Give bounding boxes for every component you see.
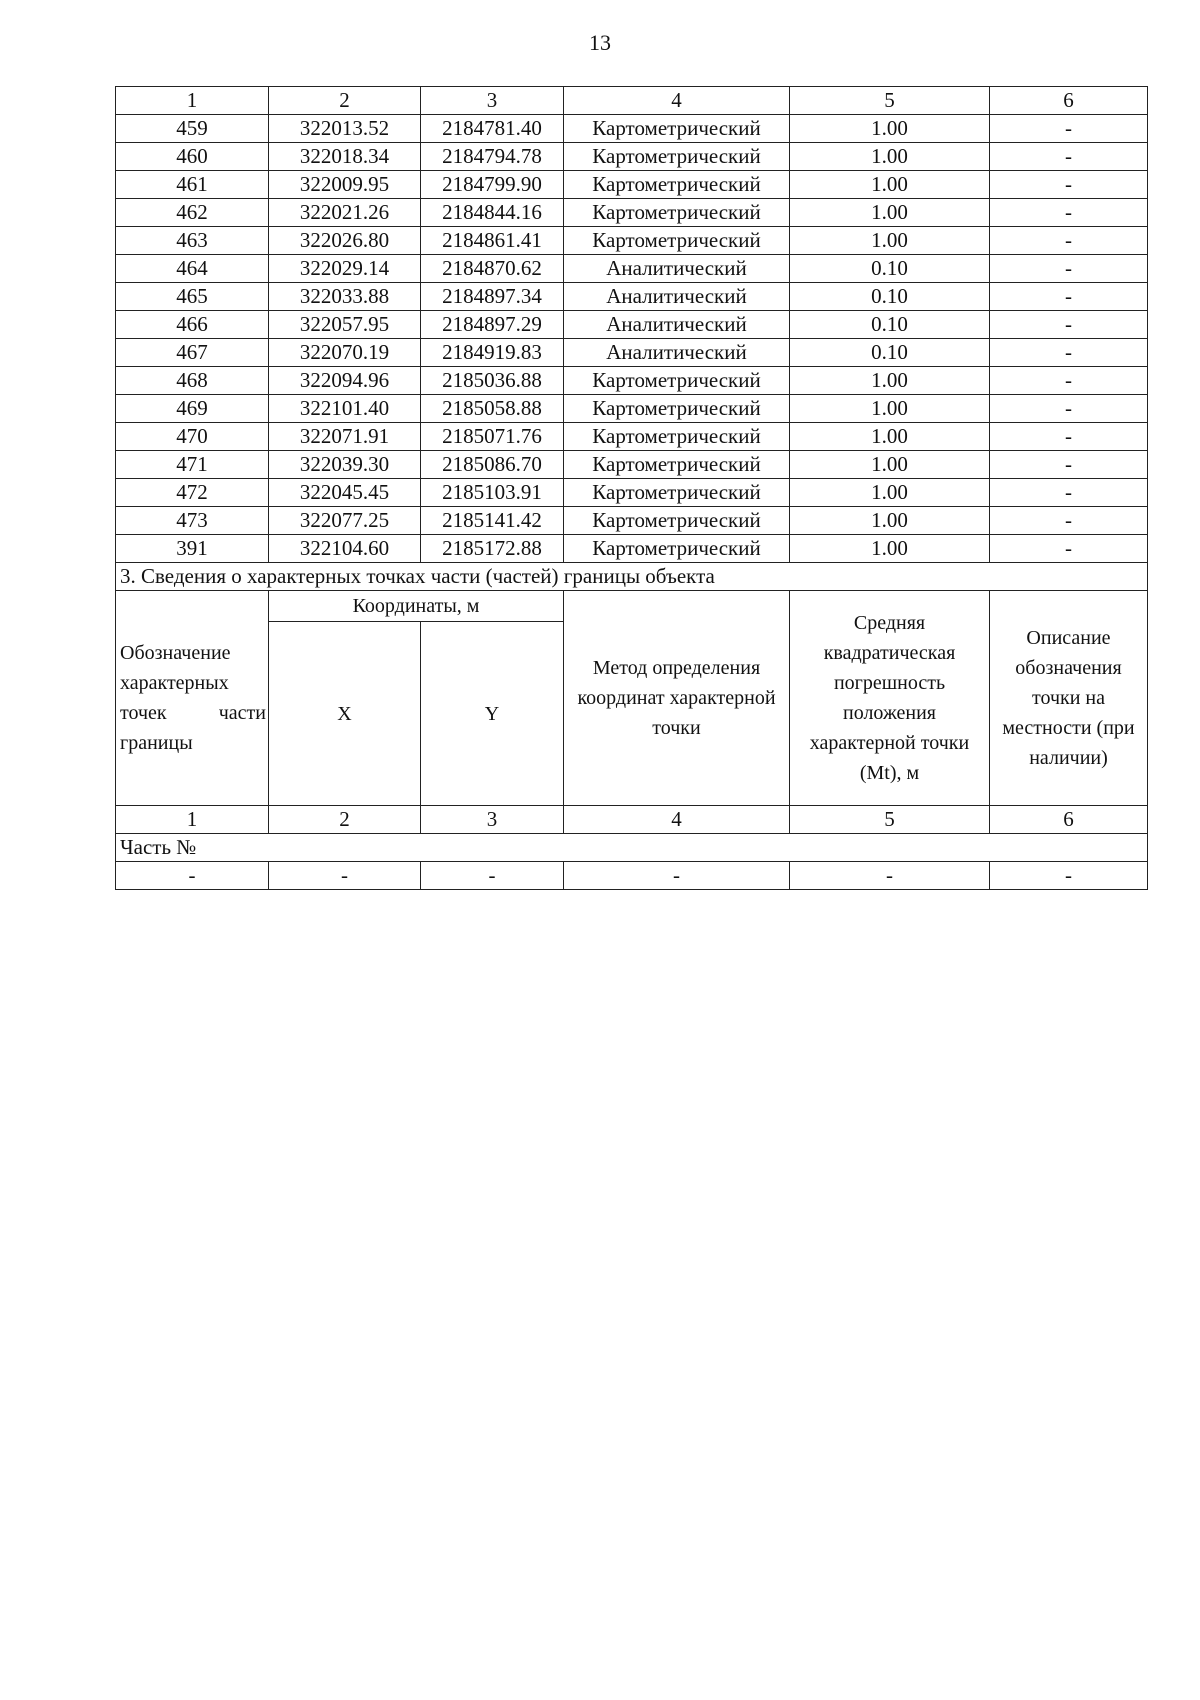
point-number-cell: 468	[116, 367, 269, 395]
mean-error-cell: 1.00	[790, 115, 990, 143]
point-number-cell: 463	[116, 227, 269, 255]
y-coordinate-cell: 2184897.29	[421, 311, 564, 339]
header-coordinates: Координаты, м	[269, 591, 564, 622]
mean-error-cell: 1.00	[790, 227, 990, 255]
x-coordinate-cell: 322009.95	[269, 171, 421, 199]
table-row	[116, 479, 1148, 507]
y-coordinate-cell: 2184919.83	[421, 339, 564, 367]
mean-error-cell: 1.00	[790, 423, 990, 451]
method-cell: Картометрический	[564, 535, 790, 563]
empty-cell: -	[269, 862, 421, 890]
section-3-header-row-1	[116, 591, 1148, 622]
method-cell: Картометрический	[564, 423, 790, 451]
header-designation: Обозначение характерных точек части границы	[116, 591, 269, 806]
y-coordinate-cell: 2184844.16	[421, 199, 564, 227]
point-number-cell: 467	[116, 339, 269, 367]
empty-cell: -	[790, 862, 990, 890]
table-row	[116, 395, 1148, 423]
column-number-row	[116, 87, 1148, 115]
x-coordinate-cell: 322013.52	[269, 115, 421, 143]
description-cell: -	[990, 507, 1148, 535]
column-number: 2	[269, 87, 421, 115]
method-cell: Картометрический	[564, 367, 790, 395]
mean-error-cell: 0.10	[790, 311, 990, 339]
x-coordinate-cell: 322077.25	[269, 507, 421, 535]
description-cell: -	[990, 255, 1148, 283]
description-cell: -	[990, 423, 1148, 451]
x-coordinate-cell: 322029.14	[269, 255, 421, 283]
description-cell: -	[990, 199, 1148, 227]
y-coordinate-cell: 2185103.91	[421, 479, 564, 507]
table-row	[116, 115, 1148, 143]
column-number: 1	[116, 806, 269, 834]
x-coordinate-cell: 322094.96	[269, 367, 421, 395]
table-row	[116, 507, 1148, 535]
column-number: 3	[421, 87, 564, 115]
mean-error-cell: 1.00	[790, 451, 990, 479]
mean-error-cell: 1.00	[790, 171, 990, 199]
section-3-title-row	[116, 563, 1148, 591]
method-cell: Картометрический	[564, 227, 790, 255]
x-coordinate-cell: 322033.88	[269, 283, 421, 311]
header-method: Метод определения координат характерной точки	[564, 591, 790, 806]
column-number: 6	[990, 806, 1148, 834]
header-error: Средняя квадратическая погрешность положения характерной точки (Mt), м	[790, 591, 990, 806]
y-coordinate-cell: 2185141.42	[421, 507, 564, 535]
part-label-row	[116, 834, 1148, 862]
table-row	[116, 311, 1148, 339]
boundary-points-table	[115, 86, 1148, 890]
x-coordinate-cell: 322057.95	[269, 311, 421, 339]
header-description: Описание обозначения точки на местности (при наличии)	[990, 591, 1148, 806]
point-number-cell: 462	[116, 199, 269, 227]
table-row	[116, 255, 1148, 283]
mean-error-cell: 1.00	[790, 199, 990, 227]
y-coordinate-cell: 2185071.76	[421, 423, 564, 451]
section-3-column-number-row	[116, 806, 1148, 834]
y-coordinate-cell: 2184799.90	[421, 171, 564, 199]
point-number-cell: 460	[116, 143, 269, 171]
mean-error-cell: 1.00	[790, 479, 990, 507]
method-cell: Картометрический	[564, 479, 790, 507]
table-row	[116, 283, 1148, 311]
description-cell: -	[990, 283, 1148, 311]
description-cell: -	[990, 535, 1148, 563]
part-empty-row	[116, 862, 1148, 890]
column-number: 4	[564, 87, 790, 115]
column-number: 5	[790, 87, 990, 115]
y-coordinate-cell: 2185058.88	[421, 395, 564, 423]
column-number: 5	[790, 806, 990, 834]
point-number-cell: 473	[116, 507, 269, 535]
mean-error-cell: 0.10	[790, 339, 990, 367]
x-coordinate-cell: 322021.26	[269, 199, 421, 227]
y-coordinate-cell: 2184897.34	[421, 283, 564, 311]
point-number-cell: 470	[116, 423, 269, 451]
table-row	[116, 367, 1148, 395]
mean-error-cell: 1.00	[790, 535, 990, 563]
header-x: X	[269, 622, 421, 806]
point-number-cell: 461	[116, 171, 269, 199]
y-coordinate-cell: 2185172.88	[421, 535, 564, 563]
mean-error-cell: 1.00	[790, 395, 990, 423]
column-number: 2	[269, 806, 421, 834]
point-number-cell: 391	[116, 535, 269, 563]
description-cell: -	[990, 311, 1148, 339]
description-cell: -	[990, 143, 1148, 171]
y-coordinate-cell: 2185086.70	[421, 451, 564, 479]
table-row	[116, 227, 1148, 255]
method-cell: Картометрический	[564, 115, 790, 143]
point-number-cell: 471	[116, 451, 269, 479]
table-row	[116, 199, 1148, 227]
x-coordinate-cell: 322026.80	[269, 227, 421, 255]
point-number-cell: 465	[116, 283, 269, 311]
mean-error-cell: 1.00	[790, 143, 990, 171]
point-number-cell: 459	[116, 115, 269, 143]
mean-error-cell: 0.10	[790, 283, 990, 311]
y-coordinate-cell: 2184781.40	[421, 115, 564, 143]
header-y: Y	[421, 622, 564, 806]
method-cell: Картометрический	[564, 395, 790, 423]
description-cell: -	[990, 367, 1148, 395]
table-row	[116, 143, 1148, 171]
x-coordinate-cell: 322071.91	[269, 423, 421, 451]
x-coordinate-cell: 322039.30	[269, 451, 421, 479]
description-cell: -	[990, 115, 1148, 143]
mean-error-cell: 0.10	[790, 255, 990, 283]
y-coordinate-cell: 2184794.78	[421, 143, 564, 171]
description-cell: -	[990, 395, 1148, 423]
description-cell: -	[990, 339, 1148, 367]
description-cell: -	[990, 227, 1148, 255]
column-number: 1	[116, 87, 269, 115]
empty-cell: -	[116, 862, 269, 890]
mean-error-cell: 1.00	[790, 507, 990, 535]
column-number: 4	[564, 806, 790, 834]
x-coordinate-cell: 322045.45	[269, 479, 421, 507]
point-number-cell: 469	[116, 395, 269, 423]
page-number: 13	[589, 30, 611, 55]
point-number-cell: 472	[116, 479, 269, 507]
table-row	[116, 171, 1148, 199]
description-cell: -	[990, 479, 1148, 507]
method-cell: Аналитический	[564, 339, 790, 367]
description-cell: -	[990, 451, 1148, 479]
mean-error-cell: 1.00	[790, 367, 990, 395]
y-coordinate-cell: 2185036.88	[421, 367, 564, 395]
x-coordinate-cell: 322070.19	[269, 339, 421, 367]
method-cell: Картометрический	[564, 199, 790, 227]
method-cell: Картометрический	[564, 143, 790, 171]
point-number-cell: 466	[116, 311, 269, 339]
method-cell: Картометрический	[564, 451, 790, 479]
x-coordinate-cell: 322018.34	[269, 143, 421, 171]
empty-cell: -	[990, 862, 1148, 890]
method-cell: Картометрический	[564, 171, 790, 199]
column-number: 3	[421, 806, 564, 834]
y-coordinate-cell: 2184870.62	[421, 255, 564, 283]
y-coordinate-cell: 2184861.41	[421, 227, 564, 255]
table-row	[116, 423, 1148, 451]
column-number: 6	[990, 87, 1148, 115]
section-3-title: 3. Сведения о характерных точках части (частей) границы объекта	[116, 563, 1148, 591]
method-cell: Картометрический	[564, 507, 790, 535]
description-cell: -	[990, 171, 1148, 199]
method-cell: Аналитический	[564, 311, 790, 339]
point-number-cell: 464	[116, 255, 269, 283]
method-cell: Аналитический	[564, 255, 790, 283]
x-coordinate-cell: 322104.60	[269, 535, 421, 563]
empty-cell: -	[421, 862, 564, 890]
empty-cell: -	[564, 862, 790, 890]
method-cell: Аналитический	[564, 283, 790, 311]
table-row	[116, 451, 1148, 479]
x-coordinate-cell: 322101.40	[269, 395, 421, 423]
table-row	[116, 339, 1148, 367]
part-label: Часть №	[116, 834, 1148, 862]
table-row	[116, 535, 1148, 563]
